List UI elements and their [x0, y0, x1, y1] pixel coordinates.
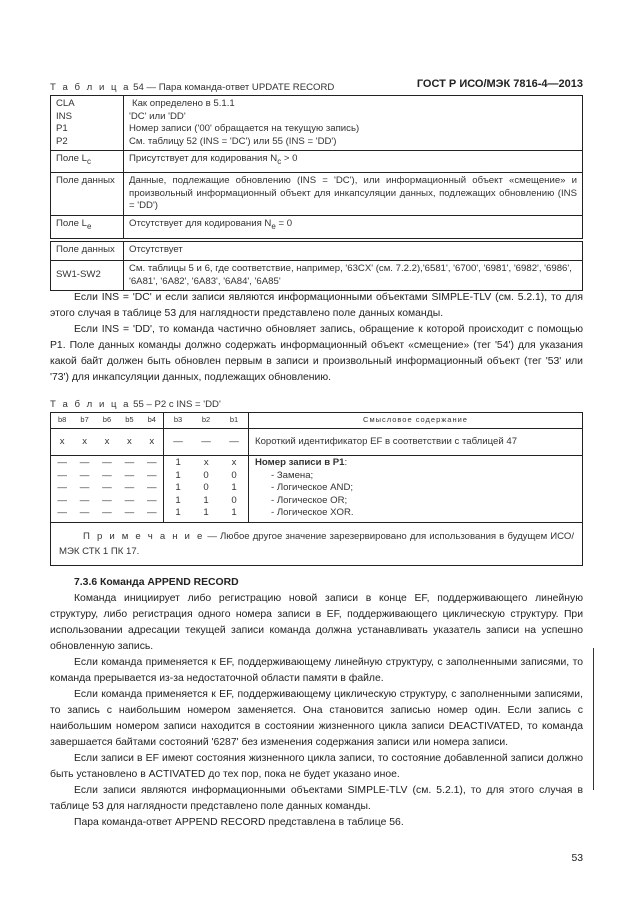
table55: [50, 412, 583, 566]
bit: —: [146, 457, 157, 468]
bit-row: [51, 507, 163, 520]
bit: —: [124, 507, 135, 518]
bit: —: [124, 494, 135, 506]
bit-row: [51, 457, 163, 470]
table55-caption: Т а б л и ц а 55 – P2 с INS = 'DD': [50, 399, 221, 410]
bit: —: [124, 482, 135, 493]
value: Данные, подлежащие обновлению (INS = 'DC'), или информационный объект «смещение» и произвольный информационный объект для инкапсуляции данных, подлежащих обновлению (INS = 'DD'): [124, 173, 583, 216]
table-row: [51, 242, 583, 261]
bit: 0: [203, 482, 209, 493]
list-item: - Логическое OR;: [271, 494, 348, 506]
bit: —: [146, 507, 157, 518]
paragraphs-update-record: [50, 290, 583, 386]
label: INS: [56, 110, 72, 122]
bit: 1: [175, 494, 181, 506]
bit-row: [164, 495, 248, 508]
bit: —: [124, 457, 135, 468]
header-cell: b2: [201, 415, 211, 424]
bit: —: [102, 507, 112, 518]
paragraph: Если команда применяется к EF, поддерживающему циклическую структуру, с заполненными записями, то запись с наибольшим номером заменяется. Она становится записью номер один. Если запись с наибольшим номером записи находится в состоянии жизненного цикла записи DEACTIVATED, то команда завершается байтами состояний '6287' без изменения содержания записи или номера записи.: [50, 689, 583, 748]
value: Отсутствует: [124, 242, 583, 261]
bit: —: [79, 482, 90, 493]
bit: x: [126, 435, 132, 447]
table-row: [51, 173, 583, 216]
section-append-record: [50, 575, 583, 831]
table-row: [51, 429, 583, 456]
bit: —: [79, 494, 90, 506]
meaning-title: Номер записи в P1: [255, 457, 345, 468]
header-cell: b8: [58, 415, 67, 424]
table54-caption: Т а б л и ц а 54 — Пара команда-ответ UPDATE RECORD: [50, 82, 335, 93]
label: P2: [56, 135, 68, 147]
paragraph: Если записи в EF имеют состояния жизненного цикла записи, то состояние добавленной записи должно быть установлено в ACTIVATED до тех пор, пока не будет указано иное.: [50, 753, 583, 780]
header-cell: b3: [173, 415, 183, 424]
value: [124, 215, 583, 238]
value: См. таблицы 5 и 6, где соответствие, например, '63CX' (см. 7.2.2),'6581', '6700', '6981', '6982', '6986', '6A81', '6A82', '6A83', '6A84', '6A85': [124, 261, 583, 291]
bit: —: [146, 482, 157, 493]
high-bits: [51, 456, 164, 523]
subscript: e: [271, 221, 276, 231]
label: CLA: [56, 98, 75, 109]
value-text: Отсутствует для кодирования N: [129, 217, 272, 229]
bit-row: [51, 482, 163, 495]
value-text: > 0: [281, 153, 298, 164]
value: 'DC' или 'DD': [129, 110, 186, 122]
bit-row: [51, 495, 163, 508]
paragraph: Если команда применяется к EF, поддерживающему линейную структуру, с заполненными записями, то команда прерывается из-за недостаточной области памяти в файле.: [50, 657, 583, 684]
meaning: Короткий идентификатор EF в соответствии с таблицей 47: [249, 429, 583, 456]
bit: x: [149, 435, 155, 447]
high-bits: [51, 429, 164, 456]
table-note: [51, 523, 583, 566]
bit: —: [79, 507, 90, 518]
low-bits: [164, 429, 249, 456]
bit: x: [104, 435, 110, 447]
value-text: Присутствует для кодирования N: [129, 153, 278, 164]
bit: 1: [175, 482, 181, 493]
label-text: Поле L: [56, 217, 87, 229]
paragraph: Если записи являются информационными объектами SIMPLE-TLV (см. 5.2.1), то для этого случая в таблице 53 для наглядности представлено поле данных команды.: [50, 785, 583, 812]
header-cell: b4: [147, 415, 156, 424]
bit: —: [146, 494, 157, 506]
punct: :: [344, 457, 348, 468]
value: Номер записи ('00' обращается на текущую запись): [129, 123, 360, 134]
bit: —: [124, 469, 135, 481]
value: См. таблицу 52 (INS = 'DC') или 55 (INS = 'DD'): [129, 135, 337, 147]
label-text: Поле L: [56, 153, 87, 164]
header-cell: b7: [80, 415, 89, 424]
bit-row: [164, 482, 248, 495]
table-note-row: [51, 523, 583, 566]
table54-response: [50, 241, 583, 291]
bit: —: [57, 494, 67, 506]
table-row: [51, 261, 583, 291]
note-text: — Любое другое значение зарезервировано для использования в будущем ИСО/МЭК СТК 1 ПК 17.: [59, 531, 574, 557]
table-row: [51, 96, 583, 151]
standard-header: ГОСТ Р ИСО/МЭК 7816-4—2013: [416, 78, 583, 90]
table-row: [51, 456, 583, 523]
low-bits: [164, 456, 249, 523]
bit: 0: [231, 469, 237, 481]
label: P1: [56, 123, 68, 134]
list-item: - Замена;: [271, 469, 314, 481]
header-cell: Смысловое содержание: [249, 413, 583, 429]
bit: —: [102, 469, 112, 481]
table54-command: [50, 95, 583, 239]
header-high-bits: [51, 413, 164, 429]
paragraph: Команда инициирует либо регистрацию новой записи в конце EF, поддерживающего линейную структуру, либо регистрация одного номера записи в EF, поддерживающего циклическую структуру. При использовании адресации текущей записи команда должна устанавливать указатель записи на успешно обновленную запись.: [50, 593, 583, 652]
paragraph: Пара команда-ответ APPEND RECORD представлена в таблице 56.: [74, 817, 404, 828]
paragraph: Если INS = 'DC' и если записи являются информационными объектами SIMPLE-TLV (см. 5.2.1), то для этого случая в таблице 53 для наглядности представлено поле данных команды.: [50, 292, 583, 319]
bit: 1: [175, 457, 181, 468]
header-cell: b6: [102, 415, 112, 424]
bit: —: [57, 482, 67, 493]
bit-row: [164, 457, 248, 470]
bit: x: [82, 435, 87, 447]
bit: —: [79, 469, 90, 481]
subscript: c: [86, 156, 91, 166]
bit: —: [102, 457, 112, 468]
paragraph: Если INS = 'DD', то команда частично обновляет запись, обращение к которой происходит с помощью P1. Поле данных команды должно содержать информационный объект «смещение» (тег '54') для указания какой байт должен быть обновлен первым в записи и произвольный информационный объект (тег '53' или '73') для инкапсуляции данных, подлежащих обновлению.: [50, 324, 583, 383]
bit: —: [102, 482, 112, 493]
note-prefix: П р и м е ч а н и е: [83, 531, 205, 542]
bit-row: [164, 507, 248, 520]
bit: 1: [175, 507, 181, 518]
bit: —: [57, 469, 67, 481]
section-title: 7.3.6 Команда APPEND RECORD: [74, 577, 239, 588]
bit: —: [57, 507, 67, 518]
header-low-bits: [164, 413, 249, 429]
bit: —: [201, 435, 211, 447]
bit: 1: [231, 507, 237, 518]
bit: —: [173, 435, 183, 447]
table-cell-values: [124, 96, 583, 151]
bit: x: [59, 435, 65, 447]
bit: —: [229, 435, 239, 447]
table-cell-labels: [51, 96, 124, 151]
label: [51, 151, 124, 173]
bit: —: [102, 494, 112, 506]
label: SW1-SW2: [51, 261, 124, 291]
bit: —: [57, 457, 67, 468]
table-row: [51, 215, 583, 238]
bit: —: [79, 457, 90, 468]
header-cell: b1: [229, 415, 239, 424]
bit: x: [203, 457, 209, 468]
list-item: - Логическое AND;: [271, 482, 354, 493]
value: Как определено в 5.1.1: [132, 98, 235, 109]
header-cell: b5: [125, 415, 134, 424]
bit-row: [164, 470, 248, 483]
label: Поле данных: [51, 242, 124, 261]
page-number: 53: [571, 853, 583, 864]
list-item: - Логическое XOR.: [271, 507, 354, 518]
label: [51, 215, 124, 238]
label: Поле данных: [51, 173, 124, 216]
bit: —: [146, 469, 157, 481]
bit: 1: [175, 469, 181, 481]
bit-row: [51, 470, 163, 483]
bit: 0: [231, 494, 237, 506]
table-header-row: [51, 413, 583, 429]
value: [124, 151, 583, 173]
change-bar: [593, 648, 594, 790]
table-row: [51, 151, 583, 173]
bit: 1: [231, 482, 237, 493]
bit: 0: [203, 469, 209, 481]
bit: 1: [203, 494, 209, 506]
bit: x: [231, 457, 237, 468]
value-text: = 0: [275, 217, 293, 229]
bit: 1: [203, 507, 209, 518]
meaning: [249, 456, 583, 523]
subscript: c: [277, 156, 282, 166]
subscript: e: [86, 221, 92, 231]
